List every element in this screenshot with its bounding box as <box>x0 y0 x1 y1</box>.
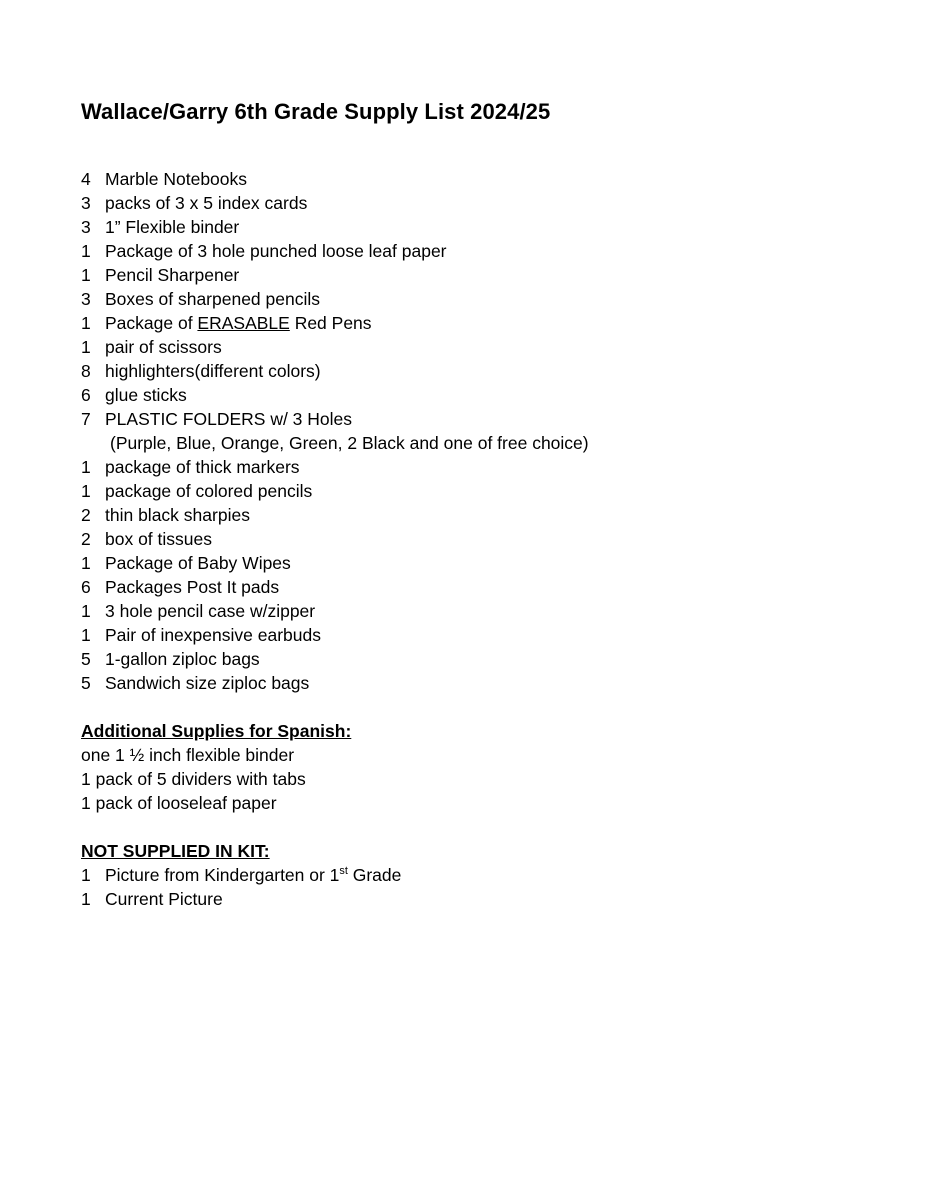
supply-list-row <box>81 647 841 671</box>
page-title: Wallace/Garry 6th Grade Supply List 2024/25 <box>81 99 551 124</box>
supply-description-emphasis: ERASABLE <box>197 313 290 333</box>
supply-quantity: 7 <box>81 409 91 429</box>
supply-list-row <box>81 671 841 695</box>
supply-description: 1-gallon ziploc bags <box>105 649 260 669</box>
supply-description: box of tissues <box>105 529 212 549</box>
supply-list-row <box>81 599 841 623</box>
supply-description: Package of 3 hole punched loose leaf paper <box>105 241 447 261</box>
supply-description: Pair of inexpensive earbuds <box>105 625 321 645</box>
supply-description: thin black sharpies <box>105 505 250 525</box>
supply-list-row <box>81 479 841 503</box>
supply-list-row <box>81 335 841 359</box>
supply-description: Package of Baby Wipes <box>105 553 291 573</box>
supply-list-not-supplied <box>81 863 841 911</box>
supply-list-line: 1 pack of looseleaf paper <box>81 793 277 813</box>
not-supplied-section-heading: NOT SUPPLIED IN KIT: <box>81 841 270 861</box>
supply-quantity: 5 <box>81 673 91 693</box>
supply-list-row <box>81 623 841 647</box>
supply-list-row <box>81 887 841 911</box>
supply-quantity: 3 <box>81 193 91 213</box>
supply-list-row <box>81 359 841 383</box>
supply-quantity: 3 <box>81 217 91 237</box>
supply-list-row <box>81 215 841 239</box>
document-content <box>81 99 841 911</box>
supply-quantity: 8 <box>81 361 91 381</box>
supply-quantity: 1 <box>81 865 91 885</box>
supply-quantity: 4 <box>81 169 91 189</box>
supply-list-row <box>81 407 841 431</box>
supply-quantity: 1 <box>81 241 91 261</box>
supply-quantity: 1 <box>81 889 91 909</box>
supply-list-row <box>81 551 841 575</box>
supply-quantity: 6 <box>81 385 91 405</box>
supply-quantity: 1 <box>81 601 91 621</box>
supply-description: Package of ERASABLE Red Pens <box>105 313 372 333</box>
supply-quantity: 1 <box>81 265 91 285</box>
supply-quantity: 1 <box>81 457 91 477</box>
supply-quantity: 2 <box>81 529 91 549</box>
supply-description: 3 hole pencil case w/zipper <box>105 601 316 621</box>
supply-description: glue sticks <box>105 385 187 405</box>
section-spacer <box>81 815 841 839</box>
section-spacer <box>81 695 841 719</box>
supply-description: Current Picture <box>105 889 223 909</box>
supply-list-row <box>81 503 841 527</box>
supply-description: Boxes of sharpened pencils <box>105 289 320 309</box>
supply-description: package of colored pencils <box>105 481 313 501</box>
supply-description: Packages Post It pads <box>105 577 280 597</box>
supply-quantity: 1 <box>81 553 91 573</box>
supply-description: pair of scissors <box>105 337 222 357</box>
supply-list-continuation: (Purple, Blue, Orange, Green, 2 Black and one of free choice) <box>110 433 589 453</box>
ordinal-suffix: st <box>339 865 348 878</box>
supply-list-row <box>81 311 841 335</box>
spanish-section-heading: Additional Supplies for Spanish: <box>81 721 352 741</box>
supply-description: highlighters(different colors) <box>105 361 321 381</box>
supply-list-row <box>81 383 841 407</box>
supply-list-row <box>81 527 841 551</box>
supply-list-row <box>81 287 841 311</box>
supply-description: packs of 3 x 5 index cards <box>105 193 308 213</box>
supply-list-row <box>81 575 841 599</box>
supply-list-line: one 1 ½ inch flexible binder <box>81 745 295 765</box>
supply-list-row <box>81 863 841 887</box>
supply-list-line: 1 pack of 5 dividers with tabs <box>81 769 306 789</box>
supply-quantity: 6 <box>81 577 91 597</box>
supply-description: Sandwich size ziploc bags <box>105 673 310 693</box>
supply-quantity: 1 <box>81 313 91 333</box>
supply-list-main <box>81 167 841 695</box>
supply-description: Picture from Kindergarten or 1st Grade <box>105 865 402 885</box>
supply-quantity: 1 <box>81 481 91 501</box>
supply-description: Marble Notebooks <box>105 169 248 189</box>
supply-list-row <box>81 167 841 191</box>
supply-description: Pencil Sharpener <box>105 265 240 285</box>
supply-quantity: 1 <box>81 337 91 357</box>
supply-quantity: 3 <box>81 289 91 309</box>
supply-description: 1” Flexible binder <box>105 217 240 237</box>
supply-quantity: 5 <box>81 649 91 669</box>
supply-description: package of thick markers <box>105 457 300 477</box>
supply-quantity: 1 <box>81 625 91 645</box>
supply-list-row <box>81 263 841 287</box>
supply-list-row <box>81 455 841 479</box>
supply-description: PLASTIC FOLDERS w/ 3 Holes <box>105 409 353 429</box>
supply-quantity: 2 <box>81 505 91 525</box>
supply-list-spanish <box>81 743 841 815</box>
supply-list-row <box>81 191 841 215</box>
supply-list-row <box>81 239 841 263</box>
